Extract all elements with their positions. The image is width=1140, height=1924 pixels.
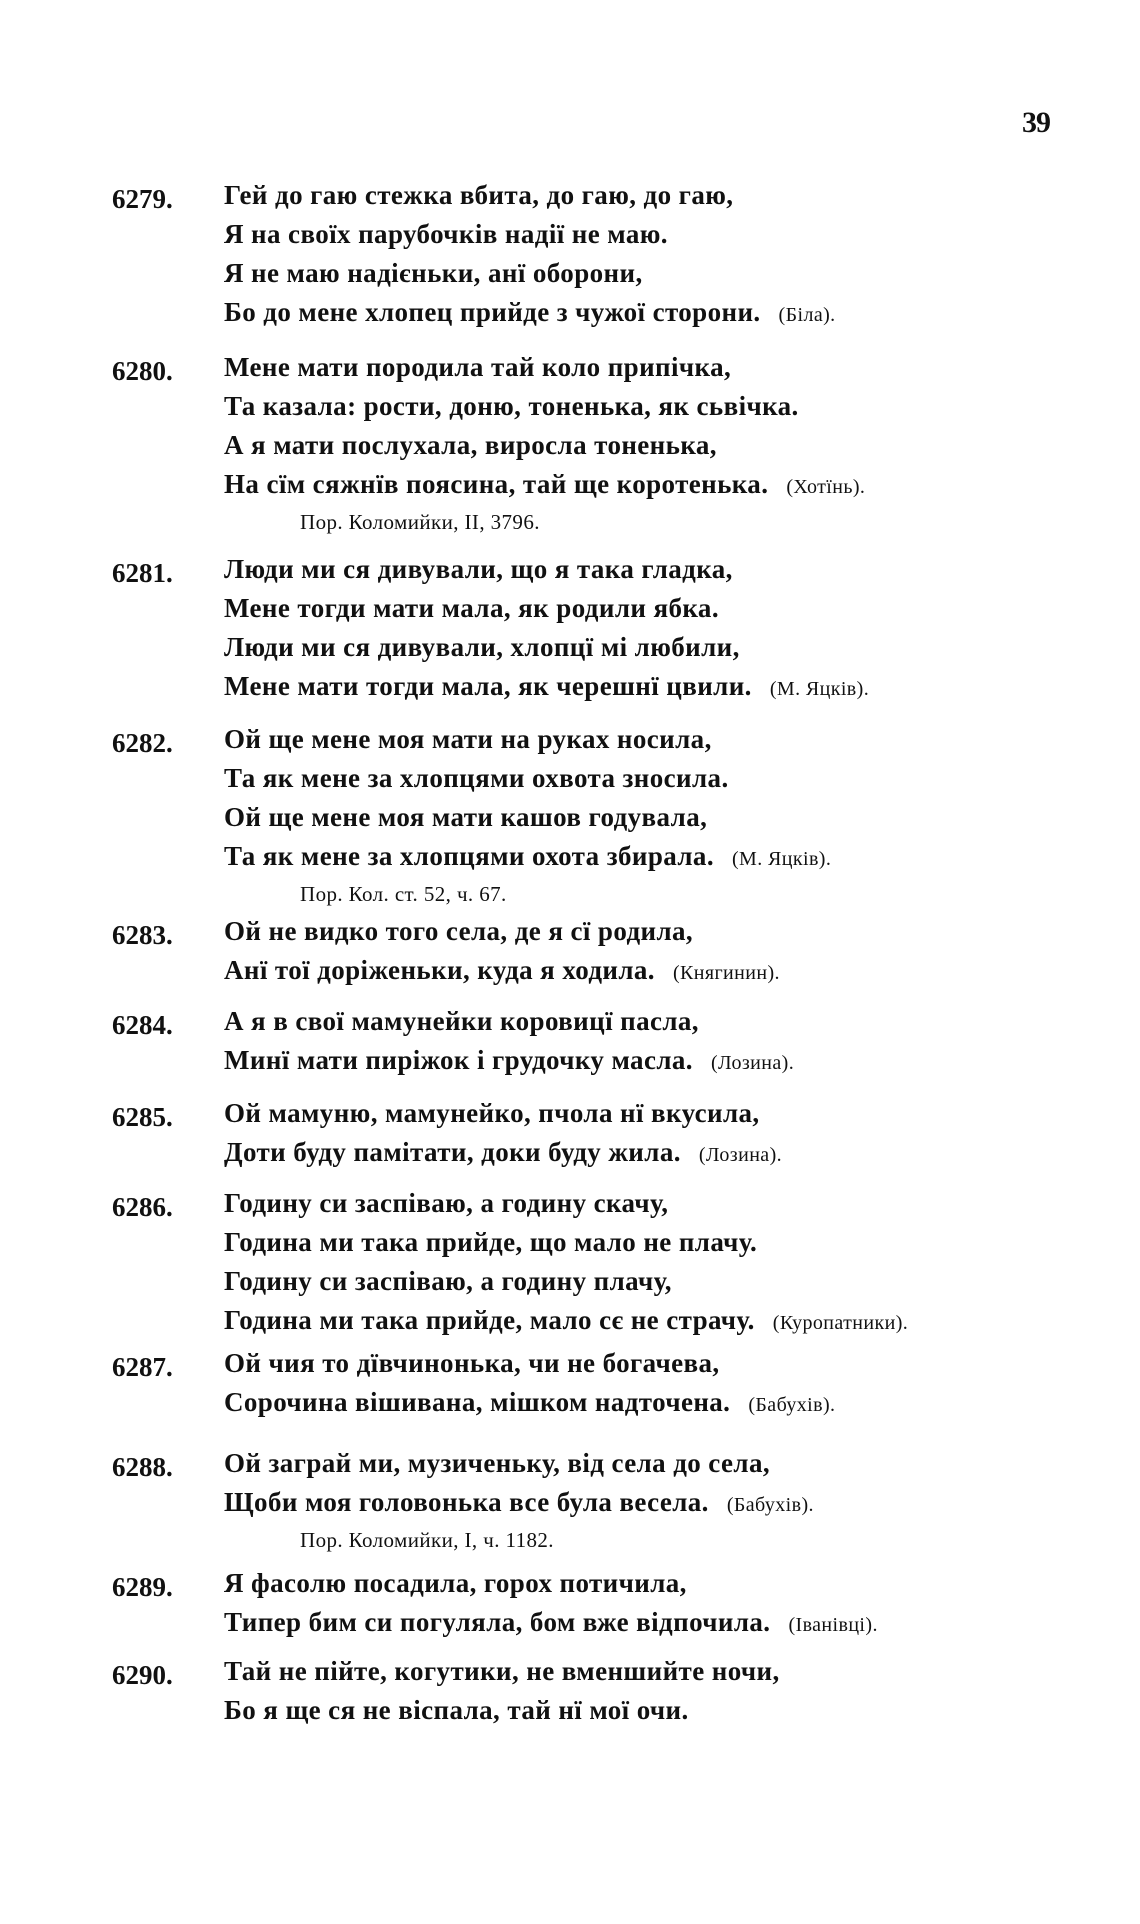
page-number: 39 — [1022, 106, 1050, 139]
source-location: (Княгинин). — [672, 962, 780, 984]
verse-line-text: Я на своїх парубочків надії не маю. — [224, 219, 668, 249]
source-location: (Іванівці). — [788, 1614, 878, 1636]
verse-line — [224, 1483, 814, 1522]
verse-text — [224, 1652, 780, 1730]
source-location: (М. Яцків). — [769, 678, 870, 700]
verse-line-text: Та казала: рости, доню, тоненька, як сьвічка. — [224, 391, 799, 421]
verse-text — [224, 176, 836, 332]
verse-line-text: Минї мати пиріжок і грудочку масла. — [224, 1045, 693, 1075]
verse-line-text: Ой не видко того села, де я сї родила, — [224, 916, 694, 946]
verse-number: 6288. — [112, 1452, 173, 1482]
source-location: (Лозина). — [710, 1052, 795, 1074]
verse-line — [224, 254, 836, 293]
verse-line-text: Тай не пійте, когутики, не вменшийте ночи, — [224, 1656, 780, 1686]
verse-line-text: Ой ще мене моя мати кашов годувала, — [224, 802, 708, 832]
verse-line — [224, 1603, 878, 1642]
verse-number: 6280. — [112, 356, 173, 386]
verse-line-text: Гей до гаю стежка вбита, до гаю, до гаю, — [224, 180, 734, 210]
verse-text — [224, 1094, 782, 1172]
verse-line — [224, 1041, 794, 1080]
verse-number: 6283. — [112, 920, 173, 950]
verse-line-text: Мене мати тогди мала, як черешнї цвили. — [224, 671, 752, 701]
verse-line — [224, 759, 831, 798]
verse-line-text: Я фасолю посадила, горох потичила, — [224, 1568, 687, 1598]
source-location: (М. Яцків). — [731, 848, 832, 870]
verse-line-text: Годину си заспіваю, а годину скачу, — [224, 1188, 669, 1218]
source-location: (Лозина). — [698, 1144, 783, 1166]
verse-line — [224, 1383, 835, 1422]
verse-line — [224, 1444, 814, 1483]
verse-number: 6290. — [112, 1660, 173, 1690]
verse-number: 6279. — [112, 184, 173, 214]
verse-number: 6287. — [112, 1352, 173, 1382]
cross-reference: Пор. Коломийки, II, 3796. — [300, 510, 540, 534]
verse-line — [224, 1691, 780, 1730]
verse-number: 6286. — [112, 1192, 173, 1222]
verse-line-text: Типер бим си погуляла, бом вже відпочила. — [224, 1607, 771, 1637]
verse-line-text: Люди ми ся дивували, що я така гладка, — [224, 554, 733, 584]
verse-line — [224, 589, 869, 628]
verse-line — [224, 1002, 794, 1041]
verse-text — [224, 550, 869, 706]
verse-line — [224, 1133, 782, 1172]
verse-text — [224, 348, 865, 540]
verse-line — [224, 837, 831, 876]
verse-line — [224, 1301, 908, 1340]
verse-line — [224, 426, 865, 465]
verse-line-text: Люди ми ся дивували, хлопцї мі любили, — [224, 632, 740, 662]
verse-line-text: Анї тої доріженьки, куда я ходила. — [224, 955, 655, 985]
verse-line-text: Я не маю надієньки, анї оборони, — [224, 258, 643, 288]
verse-text — [224, 912, 780, 990]
verse-text — [224, 1444, 814, 1558]
verse-line-text: Годину си заспіваю, а годину плачу, — [224, 1266, 672, 1296]
verse-line-text: Мене тогди мати мала, як родили ябка. — [224, 593, 719, 623]
verse-number: 6289. — [112, 1572, 173, 1602]
verse-line — [224, 1223, 908, 1262]
verse-number: 6284. — [112, 1010, 173, 1040]
verse-line — [224, 1344, 835, 1383]
verse-line — [224, 550, 869, 589]
verse-line-text: Ой заграй ми, музиченьку, від села до села, — [224, 1448, 770, 1478]
verse-line — [224, 348, 865, 387]
verse-line — [224, 215, 836, 254]
cross-reference: Пор. Коломийки, I, ч. 1182. — [300, 1528, 554, 1552]
verse-line-text: Ой ще мене моя мати на руках носила, — [224, 724, 712, 754]
verse-line-text: Та як мене за хлопцями охота збирала. — [224, 841, 714, 871]
verse-line-text: Година ми така прийде, мало сє не страчу. — [224, 1305, 755, 1335]
verse-line — [224, 912, 780, 951]
verse-text — [224, 1564, 878, 1642]
source-location: (Біла). — [778, 304, 836, 326]
verse-line-text: Ой мамуню, мамунейко, пчола нї вкусила, — [224, 1098, 760, 1128]
verse-line — [224, 1564, 878, 1603]
verse-line-text: Ой чия то дївчинонька, чи не богачева, — [224, 1348, 720, 1378]
source-location: (Бабухів). — [726, 1494, 814, 1516]
cross-reference: Пор. Кол. ст. 52, ч. 67. — [300, 882, 507, 906]
source-location: (Хотїнь). — [786, 476, 866, 498]
verse-line-text: Мене мати породила тай коло припічка, — [224, 352, 732, 382]
verse-text — [224, 1002, 794, 1080]
source-location: (Куропатники). — [772, 1312, 909, 1334]
verse-line-text: Доти буду памітати, доки буду жила. — [224, 1137, 681, 1167]
verse-line-text: Бо я ще ся не віспала, тай нї мої очи. — [224, 1695, 689, 1725]
verse-line — [224, 798, 831, 837]
verse-line — [224, 176, 836, 215]
verse-line — [224, 667, 869, 706]
verse-line-text: Сорочина вішивана, мішком надточена. — [224, 1387, 731, 1417]
verse-line — [224, 293, 836, 332]
verse-line — [224, 720, 831, 759]
verse-line-text: Година ми така прийде, що мало не плачу. — [224, 1227, 758, 1257]
verse-number: 6282. — [112, 728, 173, 758]
verse-text — [224, 1344, 835, 1422]
verse-number: 6285. — [112, 1102, 173, 1132]
verse-line — [224, 1262, 908, 1301]
verse-line — [224, 951, 780, 990]
verse-line-text: А я в свої мамунейки коровицї пасла, — [224, 1006, 699, 1036]
source-location: (Бабухів). — [748, 1394, 836, 1416]
verse-line-text: Щоби моя головонька все була весела. — [224, 1487, 709, 1517]
verse-text — [224, 1184, 908, 1340]
verse-line — [224, 1094, 782, 1133]
verse-line — [224, 1652, 780, 1691]
verse-line-text: Та як мене за хлопцями охвота зносила. — [224, 763, 729, 793]
verse-line — [224, 387, 865, 426]
verse-line — [224, 465, 865, 504]
verse-line — [224, 1184, 908, 1223]
verse-number: 6281. — [112, 558, 173, 588]
verse-line-text: На сїм сяжнїв поясина, тай ще коротенька. — [224, 469, 769, 499]
verse-line-text: Бо до мене хлопец прийде з чужої сторони. — [224, 297, 761, 327]
verse-line-text: А я мати послухала, виросла тоненька, — [224, 430, 717, 460]
verse-text — [224, 720, 831, 912]
verse-line — [224, 628, 869, 667]
